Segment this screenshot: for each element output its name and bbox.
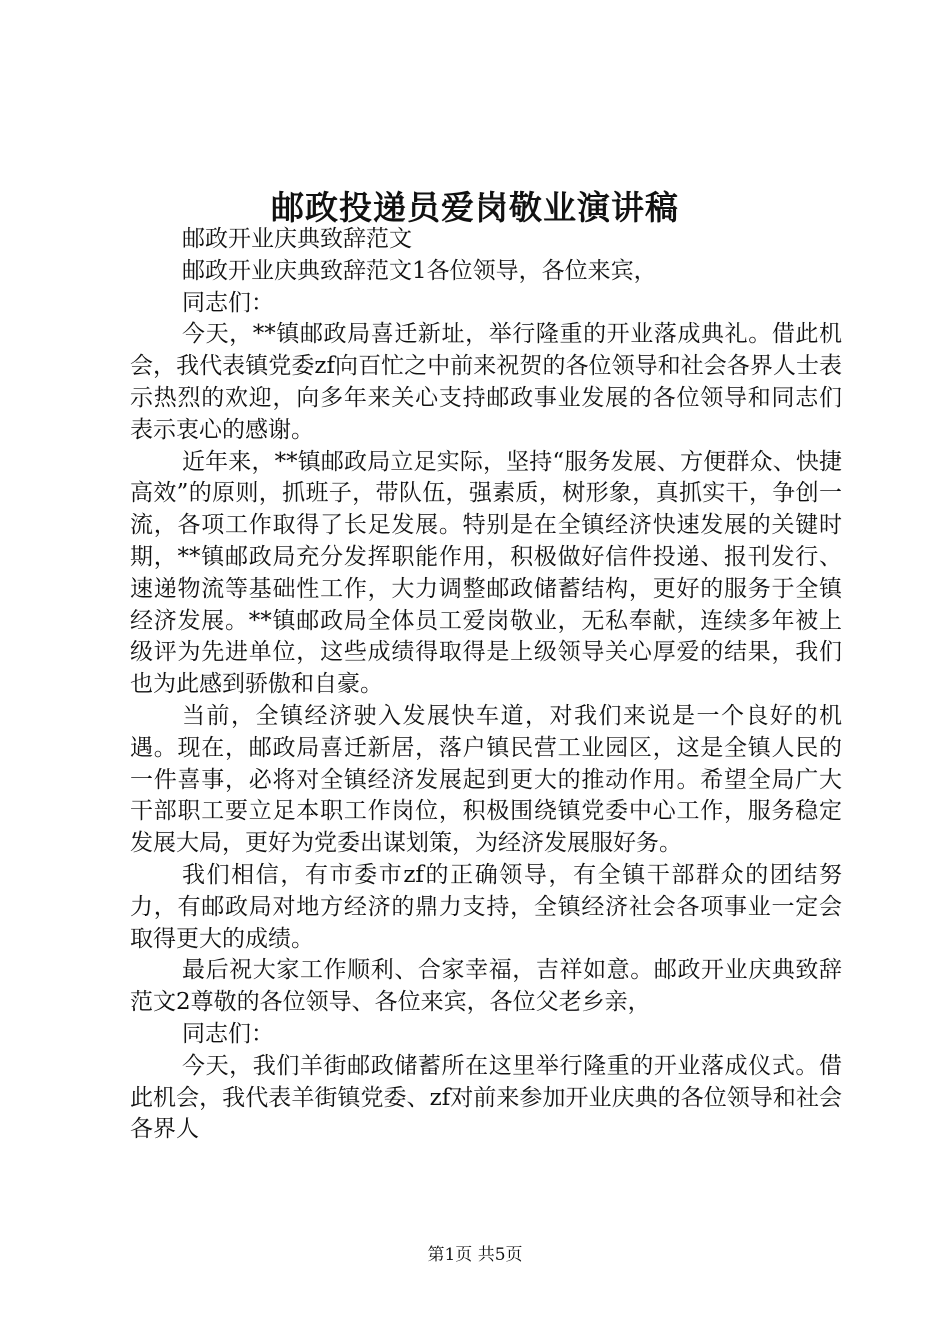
paragraph: 最后祝大家工作顺利、合家幸福，吉祥如意。邮政开业庆典致辞范文2尊敬的各位领导、各位来宾，各位父老乡亲， [130, 957, 842, 1016]
paragraph: 我们相信，有市委市zf的正确领导，有全镇干部群众的团结努力，有邮政局对地方经济的鼎力支持，全镇经济社会各项事业一定会取得更大的成绩。 [130, 861, 842, 952]
paragraph: 当前，全镇经济驶入发展快车道，对我们来说是一个良好的机遇。现在，邮政局喜迁新居，落户镇民营工业园区，这是全镇人民的一件喜事，必将对全镇经济发展起到更大的推动作用。希望全局广大干部职工要立足本职工作岗位，积极围绕镇党委中心工作，服务稳定发展大局，更好为党委出谋划策，为经济发展服好务。 [130, 702, 842, 857]
page-indicator: 第1页 共5页 [427, 1245, 523, 1265]
paragraph: 同志们： [182, 289, 274, 316]
paragraph: 邮政开业庆典致辞范文 [182, 226, 412, 252]
document-body [130, 224, 842, 1146]
document-title: 邮政投递员爱岗敬业演讲稿 [271, 188, 679, 227]
paragraph: 近年来，**镇邮政局立足实际，坚持“服务发展、方便群众、快捷高效”的原则，抓班子，带队伍，强素质，树形象，真抓实干，争创一流，各项工作取得了长足发展。特别是在全镇经济快速发展的关键时期，**镇邮政局充分发挥职能作用，积极做好信件投递、报刊发行、速递物流等基础性工作，大力调整邮政储蓄结构，更好的服务于全镇经济发展。**镇邮政局全体员工爱岗敬业，无私奉献，连续多年被上级评为先进单位，这些成绩得取得是上级领导关心厚爱的结果，我们也为此感到骄傲和自豪。 [130, 448, 842, 698]
paragraph: 今天，**镇邮政局喜迁新址，举行隆重的开业落成典礼。借此机会，我代表镇党委zf向百忙之中前来祝贺的各位领导和社会各界人士表示热烈的欢迎，向多年来关心支持邮政事业发展的各位领导和同志们表示衷心的感谢。 [130, 321, 842, 443]
paragraph: 今天，我们羊街邮政储蓄所在这里举行隆重的开业落成仪式。借此机会，我代表羊街镇党委、zf对前来参加开业庆典的各位领导和社会各界人 [130, 1052, 842, 1143]
paragraph: 同志们： [182, 1020, 274, 1047]
paragraph: 邮政开业庆典致辞范文1各位领导，各位来宾， [182, 257, 657, 284]
